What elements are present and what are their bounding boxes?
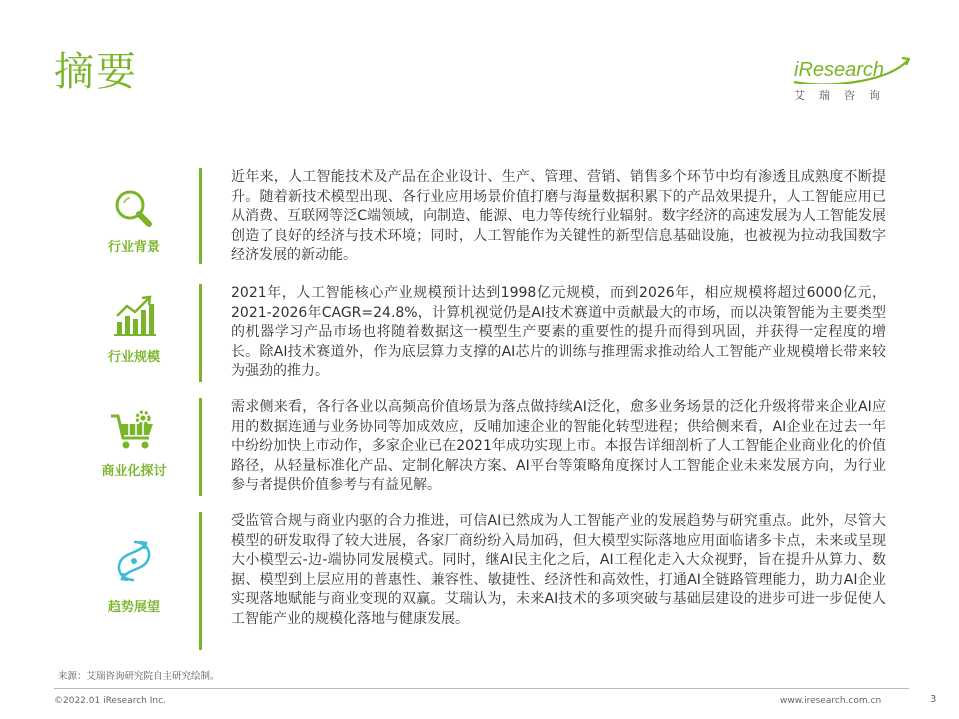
section-text: 受监管合规与商业内驱的合力推进，可信AI已然成为人工智能产业的发展趋势与研究重点。此外，尽管大模型的研发取得了较大进展，各家厂商纷纷入局加码，但大模型实际落地应用面临诸多卡点，未来或呈现大小模型云-边-端协同发展模式。同时，继AI民主化之后，AI工程化走入大众视野，旨在提升从算力、数据、模型到上层应用的普惠性、兼容性、敏捷性、经济性和高效性，打通AI全链路管理能力，助力AI企业实现落地赋能与商业变现的双赢。艾瑞认为，未来AI技术的多项突破与基础层建设的进步可进一步促使人工智能产业的规模化落地与健康发展。 (231, 513, 886, 627)
section-text: 2021年，人工智能核心产业规模预计达到1998亿元规模，而到2026年，相应规模将超过6000亿元，2021-2026年CAGR=24.8%，计算机视觉仍是AI技术赛道中贡献最大的市场，而以决策智能为主要类型的机器学习产品市场也将随着数据这一模型生产要素的重要性的提升而得到巩固，并获得一定程度的增长。除AI技术赛道外，作为底层算力支撑的AI芯片的训练与推理需求推动给人工智能产业规模增长带来较为强劲的推力。 (231, 285, 886, 380)
footer-divider (54, 688, 909, 689)
icon-box (96, 408, 172, 479)
divider-bar (199, 398, 202, 496)
section-trend-outlook (96, 512, 896, 652)
category-label: 行业背景 (107, 240, 160, 255)
logo-wordmark (792, 54, 910, 84)
category-label: 趋势展望 (107, 600, 160, 615)
page-number: 3 (930, 694, 937, 705)
category-label: 行业规模 (107, 350, 160, 365)
divider-bar (199, 512, 202, 650)
section-industry-scale (96, 284, 896, 384)
magnifier-icon (109, 186, 159, 230)
footer-website[interactable]: www.iresearch.com.cn (780, 696, 882, 706)
source-note: 来源：艾瑞咨询研究院自主研究绘制。 (58, 671, 220, 682)
icon-box (96, 186, 172, 255)
iresearch-logo (786, 52, 914, 110)
section-commercialization (96, 398, 896, 498)
icon-box (96, 538, 172, 615)
section-industry-background (96, 168, 896, 268)
divider-bar (199, 168, 202, 264)
section-text: 需求侧来看，各行各业以高频高价值场景为落点做持续AI泛化，愈多业务场景的泛化升级将带来企业AI应用的数据连通与业务协同等加成效应，反哺加速企业的智能化转型进程；供给侧来看，AI企业在过去一年中纷纷加快上市动作，多家企业已在2021年成功实现上市。本报告详细剖析了人工智能企业商业化的价值路径，从轻量标准化产品、定制化解决方案、AI平台等策略角度探讨人工智能企业未来发展方向，为行业参与者提供价值参考与有益见解。 (231, 399, 886, 494)
section-text: 近年来，人工智能技术及产品在企业设计、生产、管理、营销、销售多个环节中均有渗透且成熟度不断提升。随着新技术模型出现、各行业应用场景价值打磨与海量数据积累下的产品效果提升，人工智能应用已从消费、互联网等泛C端领域，向制造、能源、电力等传统行业辐射。数字经济的高速发展为人工智能发展创造了良好的经济与技术环境；同时，人工智能作为关键性的新型信息基础设施，也被视为拉动我国数字经济发展的新动能。 (231, 169, 886, 264)
logo-text: iResearch (794, 59, 885, 81)
category-label: 商业化探讨 (101, 464, 167, 479)
trend-cycle-icon (109, 538, 159, 584)
shopping-cart-gear-icon (109, 408, 159, 454)
growth-chart-icon (111, 294, 157, 338)
icon-box (96, 294, 172, 365)
logo-subtitle: 艾瑞咨询 (794, 89, 894, 102)
footer-copyright: ©2022.01 iResearch Inc. (54, 696, 166, 706)
page-title: 摘要 (54, 49, 138, 95)
divider-bar (199, 284, 202, 382)
